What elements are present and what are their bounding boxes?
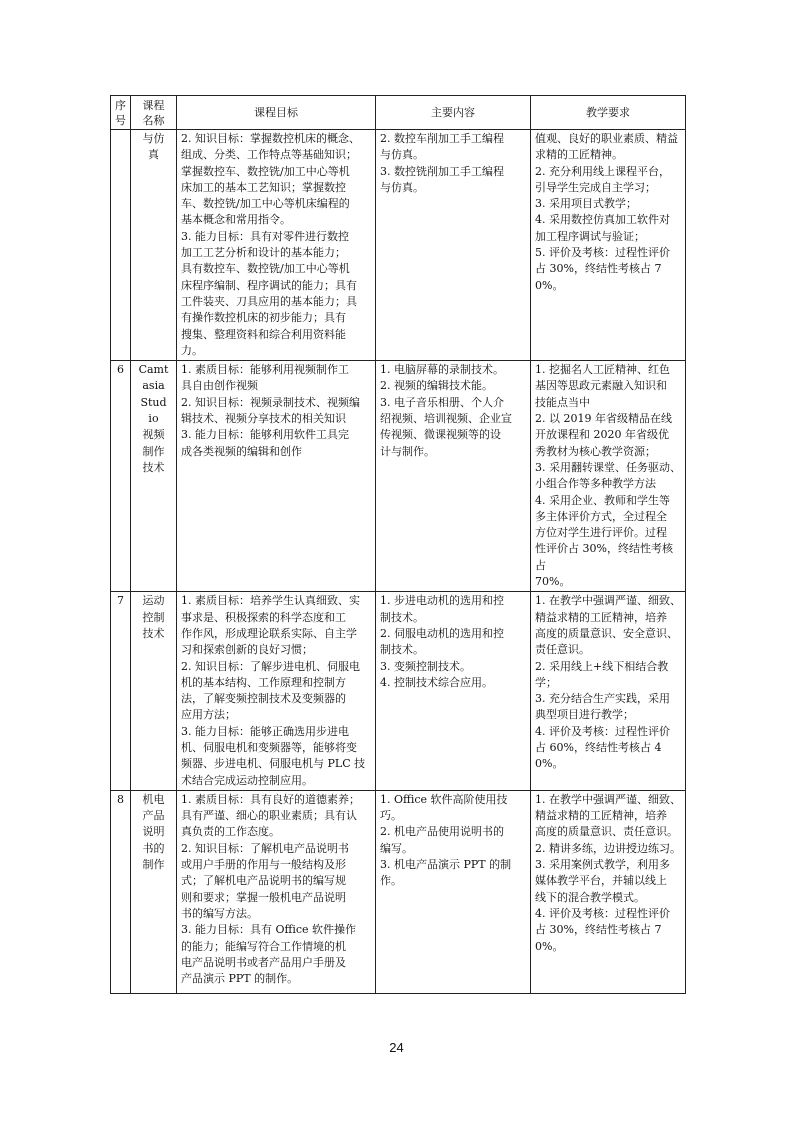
teaching-requirement: 1. 在教学中强调严谨、细致、 精益求精的工匠精神，培养 高度的质量意识、安全意识、 责任意识。 2. 采用线上+线下相结合教 学； 3. 充分结合生产实践，采用 典型项目进行教学； 4. 评价及考核：过程性评价 占 60%，终结性考核占 40%。 <box>531 592 686 791</box>
main-content: 2. 数控车削加工手工编程 与仿真。 3. 数控铣削加工手工编程 与仿真。 <box>376 130 531 361</box>
row-number: 8 <box>111 790 131 993</box>
course-goal: 1. 素质目标：能够利用视频制作工 具自由创作视频 2. 知识目标：视频录制技术、视频编 辑技术、视频分享技术的相关知识 3. 能力目标：能够利用软件工具完 成各类视频的编辑和创作 <box>177 361 376 592</box>
header-content: 主要内容 <box>376 96 531 130</box>
row-number: 7 <box>111 592 131 791</box>
header-no: 序 号 <box>111 96 131 130</box>
header-goal: 课程目标 <box>177 96 376 130</box>
page-number: 24 <box>389 1040 404 1055</box>
header-name: 课程 名称 <box>131 96 177 130</box>
table-row <box>111 790 686 993</box>
table-row <box>111 361 686 592</box>
teaching-requirement: 值观、良好的职业素质、精益 求精的工匠精神。 2. 充分利用线上课程平台， 引导学生完成自主学习； 3. 采用项目式教学； 4. 采用数控仿真加工软件对 加工程序调试与验证； 5. 评价及考核：过程性评价 占 30%，终结性考核占 70%。 <box>531 130 686 361</box>
course-goal: 2. 知识目标：掌握数控机床的概念、 组成、分类、工作特点等基础知识； 掌握数控车、数控铣/加工中心等机 床加工的基本工艺知识；掌握数控 车、数控铣/加工中心等机床编程的 基本概念和常用指令。 3. 能力目标：具有对零件进行数控 加工工艺分析和设计的基本能力； 具有数控车、数控铣/加工中心等机 床程序编制、程序调试的能力；具有 工件装夹、刀具应用的基本能力；具 有操作数控机床的初步能力；具有 搜集、整理资料和综合利用资料能 力。 <box>177 130 376 361</box>
main-content: 1. 步进电动机的选用和控 制技术。 2. 伺服电动机的选用和控 制技术。 3. 变频控制技术。 4. 控制技术综合应用。 <box>376 592 531 791</box>
course-name: 运动 控制 技术 <box>131 592 177 791</box>
course-table <box>110 95 686 994</box>
teaching-requirement: 1. 挖掘名人工匠精神、红色 基因等思政元素融入知识和 技能点当中 2. 以 2019 年省级精品在线 开放课程和 2020 年省级优 秀教材为核心教学资源； 3. 采用翻转课堂、任务驱动、 小组合作等多种教学方法 4. 采用企业、教师和学生等 多主体评价方式，全过程全 方位对学生进行评价。过程 性评价占 30%，终结性考核占 70%。 <box>531 361 686 592</box>
course-name: 机电 产品 说明 书的 制作 <box>131 790 177 993</box>
main-content: 1. Office 软件高阶使用技 巧。 2. 机电产品使用说明书的 编写。 3. 机电产品演示 PPT 的制 作。 <box>376 790 531 993</box>
course-goal: 1. 素质目标：培养学生认真细致、实 事求是、积极探索的科学态度和工 作作风，形成理论联系实际、自主学 习和探索创新的良好习惯； 2. 知识目标：了解步进电机、伺服电 机的基本结构、工作原理和控制方 法，了解变频控制技术及变频器的 应用方法； 3. 能力目标：能够正确选用步进电 机、伺服电机和变频器等，能够将变 频器、步进电机、伺服电机与 PLC 技 术结合完成运动控制应用。 <box>177 592 376 791</box>
header-requirement: 教学要求 <box>531 96 686 130</box>
main-content: 1. 电脑屏幕的录制技术。 2. 视频的编辑技术能。 3. 电子音乐相册、个人介 绍视频、培训视频、企业宣 传视频、微课视频等的设 计与制作。 <box>376 361 531 592</box>
course-name: 与仿 真 <box>131 130 177 361</box>
course-name: Camt asia Stud io 视频 制作 技术 <box>131 361 177 592</box>
table-row <box>111 130 686 361</box>
teaching-requirement: 1. 在教学中强调严谨、细致、 精益求精的工匠精神，培养 高度的质量意识、责任意识。 2. 精讲多练，边讲授边练习。 3. 采用案例式教学，利用多 媒体教学平台，并辅以线上 线下的混合教学模式。 4. 评价及考核：过程性评价 占 30%，终结性考核占 70%。 <box>531 790 686 993</box>
course-goal: 1. 素质目标：具有良好的道德素养； 具有严谨、细心的职业素质；具有认 真负责的工作态度。 2. 知识目标：了解机电产品说明书 或用户手册的作用与一般结构及形 式；了解机电产品说明书的编写规 则和要求；掌握一般机电产品说明 书的编写方法。 3. 能力目标：具有 Office 软件操作 的能力；能编写符合工作情境的机 电产品说明书或者产品用户手册及 产品演示 PPT 的制作。 <box>177 790 376 993</box>
table-row <box>111 592 686 791</box>
table-header-row <box>111 96 686 130</box>
row-number <box>111 130 131 361</box>
row-number: 6 <box>111 361 131 592</box>
